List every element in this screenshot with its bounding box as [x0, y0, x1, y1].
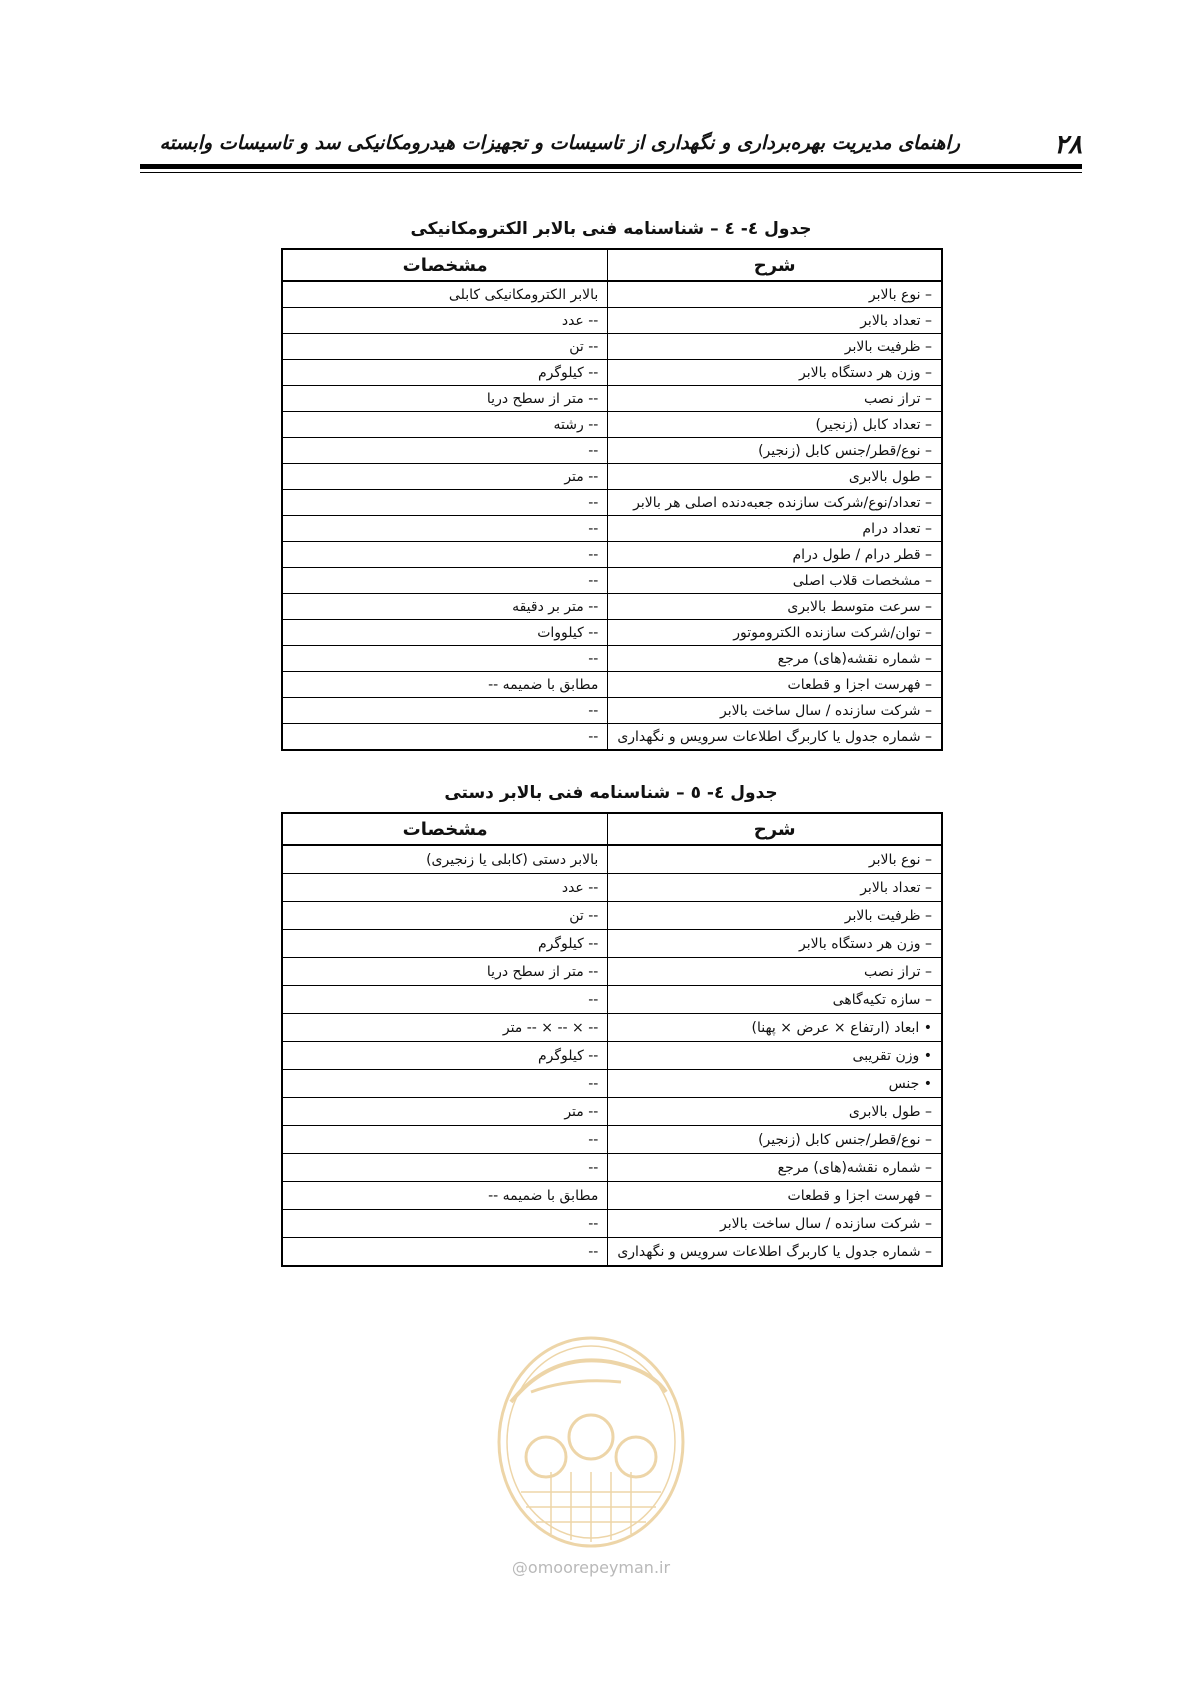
table2-manual-hoist [281, 812, 943, 1267]
row-desc: – تراز نصب [608, 386, 942, 412]
table-row [282, 620, 942, 646]
row-desc: – ظرفیت بالابر [608, 334, 942, 360]
table-row [282, 1182, 942, 1210]
row-spec: -- متر بر دقیقه [282, 594, 608, 620]
row-desc: – تعداد بالابر [608, 874, 942, 902]
row-spec: -- کیلوگرم [282, 930, 608, 958]
row-spec: -- تن [282, 334, 608, 360]
row-desc: – شماره جدول یا کاربرگ اطلاعات سرویس و نگهداری [608, 724, 942, 751]
row-desc: – تعداد درام [608, 516, 942, 542]
row-spec: -- تن [282, 902, 608, 930]
row-spec: -- عدد [282, 874, 608, 902]
row-desc: – ظرفیت بالابر [608, 902, 942, 930]
row-spec: -- [282, 490, 608, 516]
row-desc: – نوع بالابر [608, 845, 942, 874]
row-spec: -- [282, 1210, 608, 1238]
row-spec: -- کیلوگرم [282, 360, 608, 386]
table-row [282, 698, 942, 724]
column-header-desc: شرح [608, 813, 942, 845]
column-header-desc: شرح [608, 249, 942, 281]
row-desc: – تعداد/نوع/شرکت سازنده جعبه‌دنده اصلی هر بالابر [608, 490, 942, 516]
watermark [491, 1322, 691, 1602]
table-row [282, 672, 942, 698]
table-row [282, 516, 942, 542]
table-row [282, 874, 942, 902]
row-desc: – تراز نصب [608, 958, 942, 986]
table-row [282, 386, 942, 412]
row-desc: – سرعت متوسط بالابری [608, 594, 942, 620]
row-spec: -- [282, 724, 608, 751]
table-row [282, 1014, 942, 1042]
row-desc: – شماره جدول یا کاربرگ اطلاعات سرویس و نگهداری [608, 1238, 942, 1267]
row-desc: – تعداد کابل (زنجیر) [608, 412, 942, 438]
row-spec: -- متر از سطح دریا [282, 958, 608, 986]
table-row [282, 1154, 942, 1182]
row-desc: • جنس [608, 1070, 942, 1098]
row-desc: – فهرست اجزا و قطعات [608, 1182, 942, 1210]
row-desc: – تعداد بالابر [608, 308, 942, 334]
table-row [282, 902, 942, 930]
table-row [282, 281, 942, 308]
table1-caption: جدول ٤- ٤ – شناسنامه فنی بالابر الکترومکانیکی [410, 219, 812, 239]
page-number: ۲۸ [1054, 130, 1082, 160]
row-desc: – نوع/قطر/جنس کابل (زنجیر) [608, 438, 942, 464]
table2-caption: جدول ٤- ٥ – شناسنامه فنی بالابر دستی [444, 783, 778, 803]
row-spec: -- متر از سطح دریا [282, 386, 608, 412]
table-header-row [282, 249, 942, 281]
header-rule-thin [140, 172, 1082, 173]
row-spec: -- متر [282, 464, 608, 490]
row-spec: -- [282, 542, 608, 568]
row-desc: – توان/شرکت سازنده الکتروموتور [608, 620, 942, 646]
table-row [282, 1042, 942, 1070]
row-spec: -- [282, 986, 608, 1014]
row-spec: -- عدد [282, 308, 608, 334]
table-row [282, 724, 942, 751]
row-spec: -- کیلووات [282, 620, 608, 646]
table-row [282, 646, 942, 672]
row-spec: -- [282, 568, 608, 594]
row-spec: بالابر دستی (کابلی یا زنجیری) [282, 845, 608, 874]
table-row [282, 986, 942, 1014]
row-desc: – مشخصات قلاب اصلی [608, 568, 942, 594]
row-spec: -- کیلوگرم [282, 1042, 608, 1070]
row-spec: -- [282, 1238, 608, 1267]
row-spec: -- متر [282, 1098, 608, 1126]
table-row [282, 1238, 942, 1267]
row-desc: – وزن هر دستگاه بالابر [608, 930, 942, 958]
table-row [282, 1210, 942, 1238]
row-spec: -- × -- × -- متر [282, 1014, 608, 1042]
table1-electromechanical-hoist [281, 248, 943, 751]
column-header-spec: مشخصات [282, 249, 608, 281]
column-header-spec: مشخصات [282, 813, 608, 845]
row-spec: بالابر الکترومکانیکی کابلی [282, 281, 608, 308]
watermark-logo [491, 1322, 691, 1552]
row-desc: – شماره نقشه(های) مرجع [608, 1154, 942, 1182]
row-desc: – شرکت سازنده / سال ساخت بالابر [608, 698, 942, 724]
row-spec: -- [282, 1126, 608, 1154]
table-row [282, 360, 942, 386]
page-header [140, 122, 1082, 178]
row-desc: – شرکت سازنده / سال ساخت بالابر [608, 1210, 942, 1238]
row-desc: – طول بالابری [608, 1098, 942, 1126]
row-spec: -- [282, 516, 608, 542]
table-row [282, 930, 942, 958]
row-desc: – فهرست اجزا و قطعات [608, 672, 942, 698]
row-spec: مطابق با ضمیمه -- [282, 1182, 608, 1210]
row-desc: • ابعاد (ارتفاع × عرض × پهنا) [608, 1014, 942, 1042]
row-desc: – وزن هر دستگاه بالابر [608, 360, 942, 386]
table-row [282, 464, 942, 490]
table-row [282, 958, 942, 986]
table-row [282, 568, 942, 594]
table-header-row [282, 813, 942, 845]
row-desc: • وزن تقریبی [608, 1042, 942, 1070]
table-row [282, 412, 942, 438]
table-row [282, 438, 942, 464]
table-row [282, 490, 942, 516]
row-spec: -- رشته [282, 412, 608, 438]
table-row [282, 542, 942, 568]
row-desc: – نوع/قطر/جنس کابل (زنجیر) [608, 1126, 942, 1154]
watermark-url: @omoorepeyman.ir [511, 1558, 671, 1577]
table-row [282, 1070, 942, 1098]
row-desc: – شماره نقشه(های) مرجع [608, 646, 942, 672]
row-spec: -- [282, 1070, 608, 1098]
row-spec: مطابق با ضمیمه -- [282, 672, 608, 698]
row-spec: -- [282, 646, 608, 672]
row-spec: -- [282, 1154, 608, 1182]
row-spec: -- [282, 698, 608, 724]
header-rule-thick [140, 164, 1082, 169]
row-spec: -- [282, 438, 608, 464]
row-desc: – سازه تکیه‌گاهی [608, 986, 942, 1014]
table-row [282, 594, 942, 620]
table-row [282, 1126, 942, 1154]
running-title: راهنمای مدیریت بهره‌برداری و نگهداری از تاسیسات و تجهیزات هیدرومکانیکی سد و تاسیسات وابسته [159, 132, 960, 154]
table-row [282, 845, 942, 874]
table-row [282, 1098, 942, 1126]
row-desc: – طول بالابری [608, 464, 942, 490]
table-row [282, 334, 942, 360]
table-row [282, 308, 942, 334]
row-desc: – قطر درام / طول درام [608, 542, 942, 568]
row-desc: – نوع بالابر [608, 281, 942, 308]
